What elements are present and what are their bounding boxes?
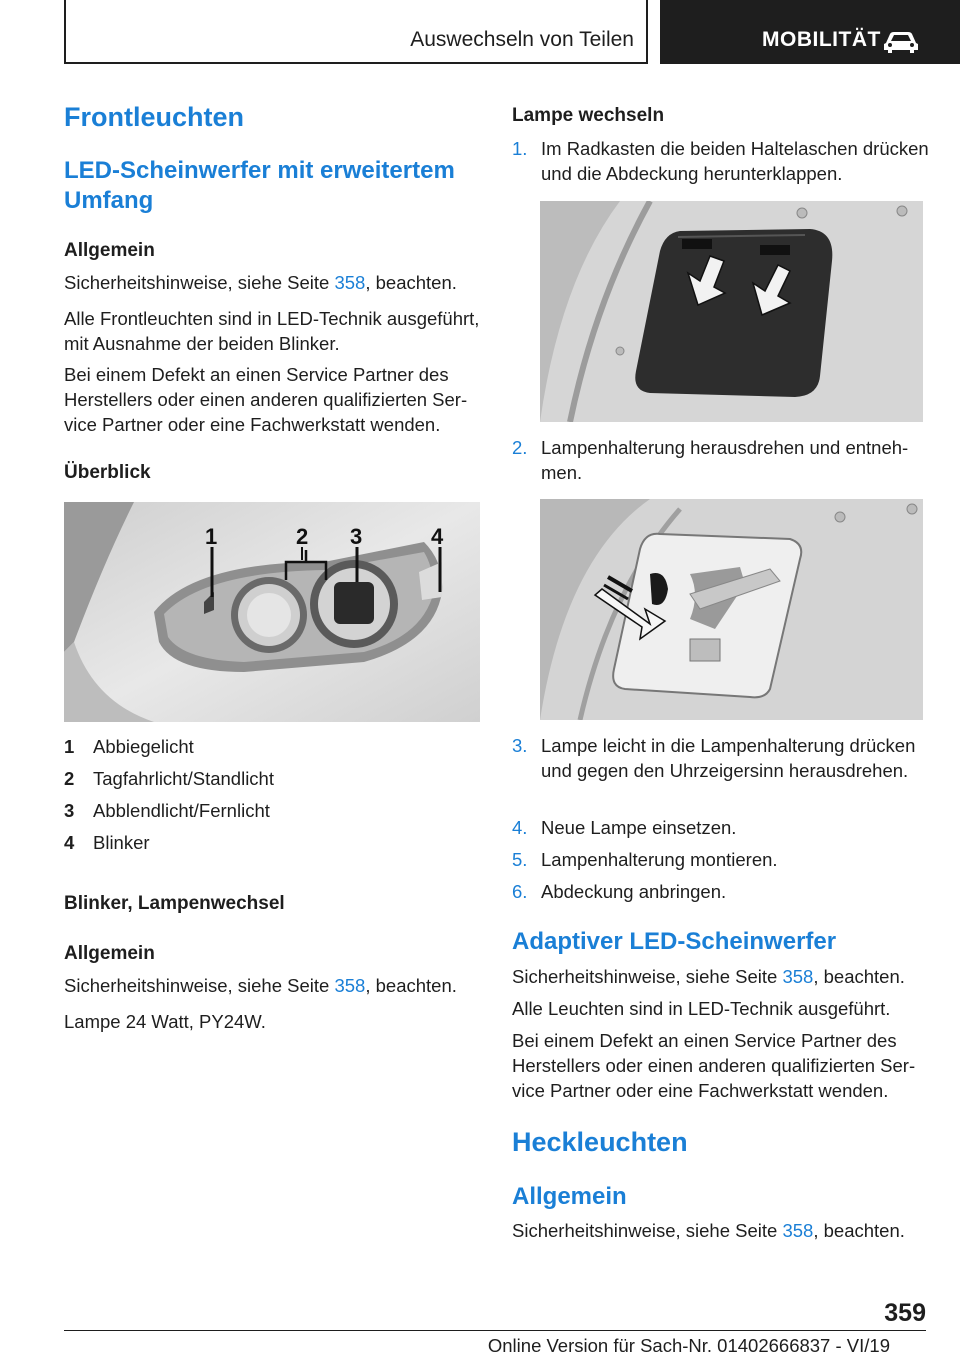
step-1: [512, 136, 929, 188]
heading-ueberblick: Überblick: [64, 462, 151, 483]
step-number: 1.: [512, 138, 528, 159]
step-4: [512, 815, 926, 840]
step-3: [512, 733, 926, 811]
legend-item-3: [64, 798, 480, 823]
headlight-figure: [64, 502, 480, 722]
step-number: 4.: [512, 817, 528, 838]
header-section-title: Auswechseln von Teilen: [410, 28, 634, 51]
heading-heckleuchten: Heckleuchten: [512, 1127, 688, 1157]
legend-number: 3: [64, 800, 75, 821]
header-section-box: [64, 0, 648, 64]
legend-number: 1: [64, 736, 75, 757]
step-text: Im Radkasten die beiden Haltelaschen drücken und die Abdeckung herunterklappen.: [541, 138, 929, 184]
step-text: Lampenhalterung montieren.: [541, 849, 778, 870]
page-number: 359: [884, 1299, 926, 1327]
paragraph-led-info: Alle Frontleuchten sind in LED-Technik ausgeführt, mit Ausnahme der beiden Blinker.: [64, 308, 480, 354]
step-text: Lampenhalterung herausdrehen und entnehmen.: [541, 437, 909, 483]
safety-note-suffix: , beachten.: [813, 966, 905, 987]
heading-blinker-lampenwechsel: Blinker, Lampenwechsel: [64, 893, 285, 914]
heading-allgemein-3: Allgemein: [512, 1183, 627, 1210]
safety-note-2: [64, 973, 480, 998]
paragraph-service-2: Bei einem Defekt an einen Service Partner des Herstellers oder einen anderen qualifizierten Service Partner oder eine Fachwerkstatt wenden.: [512, 1030, 916, 1101]
safety-page-link[interactable]: 358: [782, 966, 814, 987]
safety-page-link[interactable]: 358: [334, 272, 366, 293]
car-icon: [882, 28, 920, 54]
heading-led-scheinwerfer: LED-Scheinwerfer mit erweitertem Umfang: [64, 157, 455, 214]
step-2: [512, 435, 926, 487]
step-text: Abdeckung anbringen.: [541, 881, 727, 902]
safety-note-text: Sicherheitshinweise, siehe Seite: [64, 272, 335, 293]
heading-allgemein-2: Allgemein: [64, 943, 155, 964]
legend-item-4: [64, 830, 480, 855]
step-number: 2.: [512, 437, 528, 458]
safety-page-link[interactable]: 358: [334, 975, 366, 996]
legend-number: 4: [64, 832, 75, 853]
headlight-illustration: [64, 502, 480, 722]
heading-lampe-wechseln: Lampe wechseln: [512, 105, 665, 126]
callout-3: 3: [350, 524, 363, 549]
lamp-spec: Lampe 24 Watt, PY24W.: [64, 1011, 266, 1032]
lamp-holder-illustration: [540, 499, 923, 720]
legend-number: 2: [64, 768, 75, 789]
legend-label: Blinker: [93, 832, 150, 853]
lamp-holder-figure: [540, 499, 923, 720]
footer-divider: [64, 1330, 926, 1331]
footer-online-version: Online Version für Sach-Nr. 01402666837 - VI/19: [487, 1335, 890, 1356]
safety-page-link[interactable]: 358: [782, 1220, 814, 1241]
step-number: 6.: [512, 881, 528, 902]
chapter-tab[interactable]: [660, 0, 960, 64]
step-text: Lampe leicht in die Lampenhalterung drücken und gegen den Uhrzeigersinn herausdrehen.: [541, 735, 916, 781]
step-text: Neue Lampe einsetzen.: [541, 817, 737, 838]
step-6: [512, 879, 926, 904]
heading-adaptiver-led-scheinwerfer: Adaptiver LED-Scheinwerfer: [512, 928, 837, 955]
callout-4: 4: [431, 524, 444, 549]
wheel-arch-illustration: [540, 201, 923, 422]
step-5: [512, 847, 926, 872]
safety-note-suffix: , beachten.: [365, 975, 457, 996]
safety-note-3: [512, 964, 926, 989]
safety-note-text: Sicherheitshinweise, siehe Seite: [512, 1220, 783, 1241]
callout-2: 2: [296, 524, 309, 549]
safety-note: [64, 270, 480, 295]
safety-note-suffix: , beachten.: [365, 272, 457, 293]
safety-note-text: Sicherheitshinweise, siehe Seite: [512, 966, 783, 987]
heading-frontleuchten: Frontleuchten: [64, 102, 244, 132]
legend-label: Tagfahrlicht/Standlicht: [93, 768, 274, 789]
legend-item-1: [64, 734, 480, 759]
heading-allgemein: Allgemein: [64, 240, 155, 261]
callout-1: 1: [205, 524, 218, 549]
wheel-arch-cover-figure: [540, 201, 923, 422]
paragraph-service: Bei einem Defekt an einen Service Partner des Herstellers oder einen anderen qualifizierten Service Partner oder eine Fachwerkstatt wenden.: [64, 364, 468, 435]
legend-label: Abblendlicht/Fernlicht: [93, 800, 270, 821]
safety-note-4: [512, 1218, 926, 1243]
step-number: 3.: [512, 735, 528, 756]
step-number: 5.: [512, 849, 528, 870]
legend-item-2: [64, 766, 480, 791]
legend-label: Abbiegelicht: [93, 736, 194, 757]
paragraph-led-all: Alle Leuchten sind in LED-Technik ausgeführt.: [512, 998, 891, 1019]
safety-note-suffix: , beachten.: [813, 1220, 905, 1241]
safety-note-text: Sicherheitshinweise, siehe Seite: [64, 975, 335, 996]
chapter-tab-label: MOBILITÄT: [762, 28, 881, 51]
